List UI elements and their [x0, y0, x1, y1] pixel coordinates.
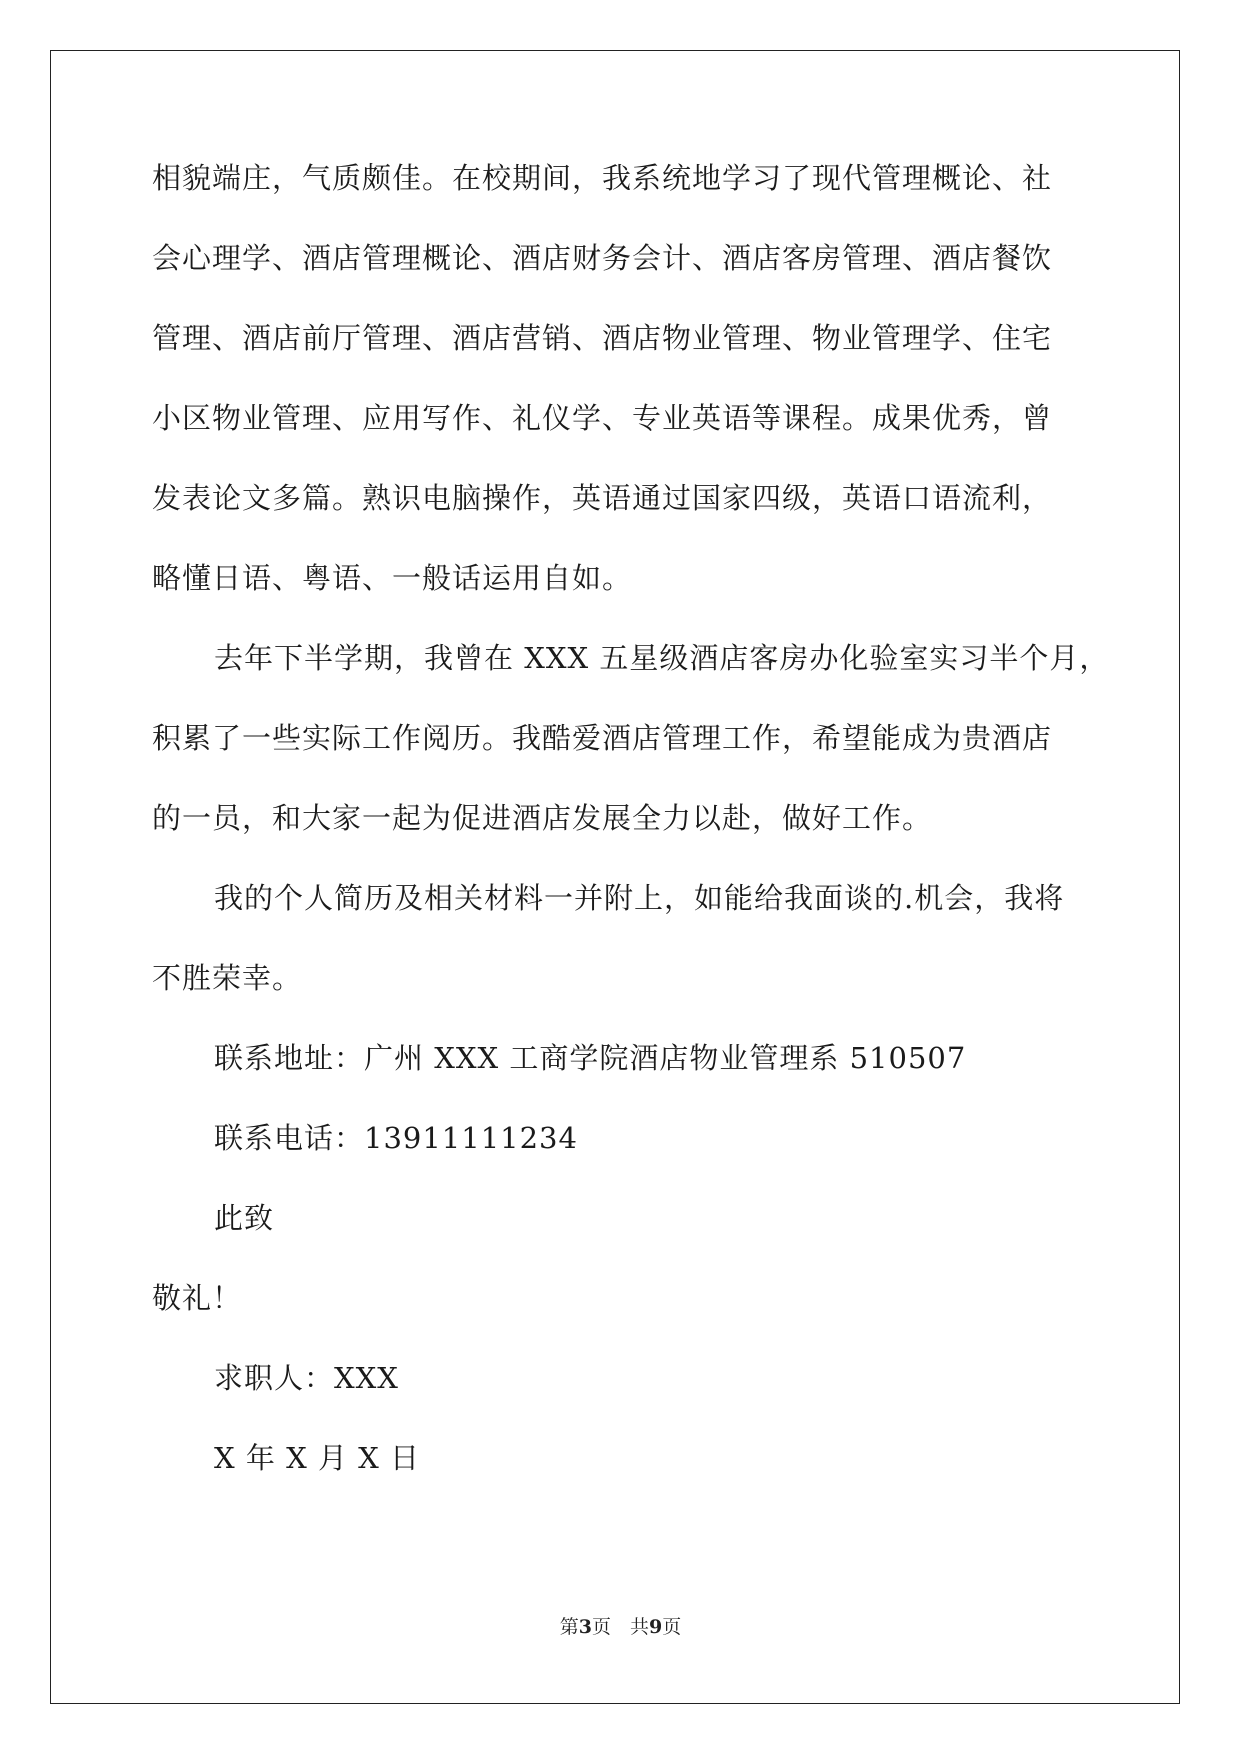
text-line: 我的个人简历及相关材料一并附上，如能给我面谈的.机会，我将: [214, 881, 1065, 915]
footer-suffix: 页: [662, 1616, 682, 1638]
text-line: 发表论文多篇。熟识电脑操作，英语通过国家四级，英语口语流利，: [152, 481, 1053, 515]
text-line: 此致: [214, 1201, 275, 1235]
text-line: 略懂日语、粤语、一般话运用自如。: [152, 561, 633, 595]
text-line: 会心理学、酒店管理概论、酒店财务会计、酒店客房管理、酒店餐饮: [152, 241, 1053, 275]
text-line: 小区物业管理、应用写作、礼仪学、专业英语等课程。成果优秀，曾: [152, 401, 1053, 435]
text-line: 联系电话：13911111234: [214, 1121, 578, 1155]
current-page-number: 3: [578, 1616, 592, 1638]
text-line: 敬礼！: [152, 1281, 243, 1315]
letter-body: [152, 160, 1110, 1520]
text-line: 去年下半学期，我曾在 XXX 五星级酒店客房办化验室实习半个月，: [214, 641, 1110, 675]
text-line: 管理、酒店前厅管理、酒店营销、酒店物业管理、物业管理学、住宅: [152, 321, 1053, 355]
page-footer: [0, 1612, 1241, 1639]
text-line: 积累了一些实际工作阅历。我酷爱酒店管理工作，希望能成为贵酒店: [152, 721, 1053, 755]
text-line: 联系地址：广州 XXX 工商学院酒店物业管理系 510507: [214, 1041, 967, 1075]
text-line: 相貌端庄，气质颇佳。在校期间，我系统地学习了现代管理概论、社: [152, 161, 1053, 195]
footer-middle: 页 共: [591, 1616, 649, 1638]
text-line: 的一员，和大家一起为促进酒店发展全力以赴，做好工作。: [152, 801, 933, 835]
total-page-number: 9: [649, 1616, 663, 1638]
footer-prefix: 第: [559, 1616, 579, 1638]
text-line: 求职人：XXX: [214, 1361, 399, 1395]
text-line: 不胜荣幸。: [152, 961, 303, 995]
text-line: X 年 X 月 X 日: [214, 1441, 421, 1475]
